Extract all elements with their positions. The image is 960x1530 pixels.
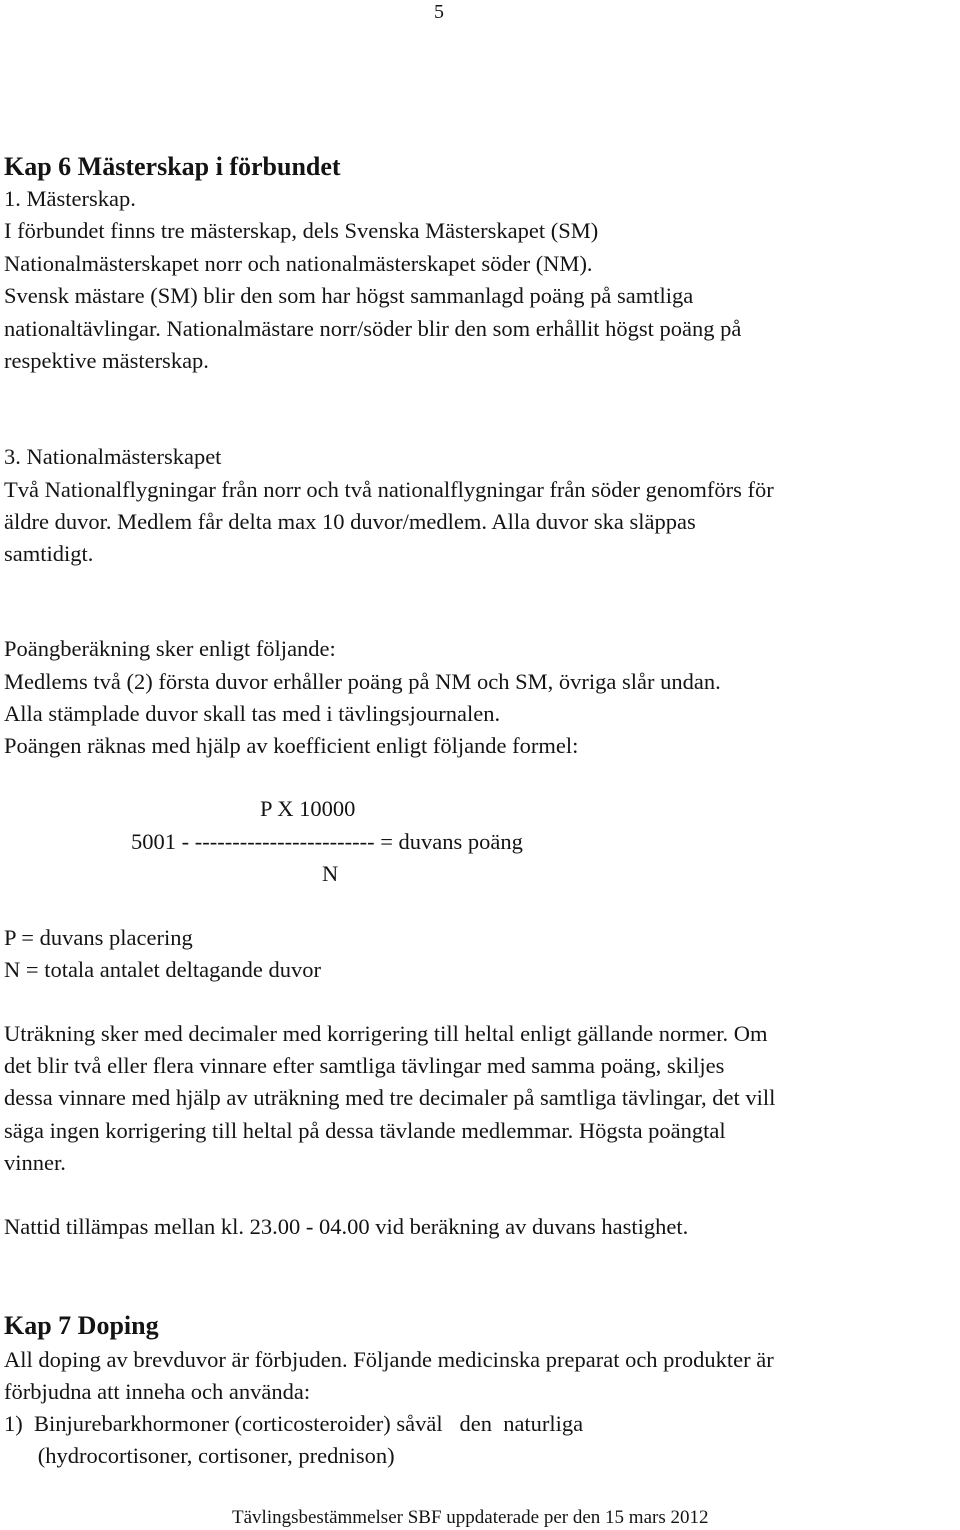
points-line: Medlems två (2) första duvor erhåller poäng på NM och SM, övriga slår undan. xyxy=(4,669,721,694)
points-line: Alla stämplade duvor skall tas med i tävlingsjournalen. xyxy=(4,701,501,726)
chapter-7-heading: Kap 7 Doping xyxy=(4,1311,159,1340)
section-1-line: Nationalmästerskapet norr och nationalmästerskapet söder (NM). xyxy=(4,251,593,276)
formula-denominator: N xyxy=(322,861,339,886)
page-number: 5 xyxy=(434,1,444,23)
section-3-title: 3. Nationalmästerskapet xyxy=(4,444,222,469)
definition-p: P = duvans placering xyxy=(4,925,193,950)
formula-numerator: P X 10000 xyxy=(260,796,356,821)
doping-line: förbjudna att inneha och använda: xyxy=(4,1379,311,1404)
points-line: Poängen räknas med hjälp av koefficient enligt följande formel: xyxy=(4,733,579,758)
section-3-line: Två Nationalflygningar från norr och två nationalflygningar från söder genomförs för xyxy=(4,477,774,502)
section-1-line: I förbundet finns tre mästerskap, dels Svenska Mästerskapet (SM) xyxy=(4,218,599,243)
section-3-line: samtidigt. xyxy=(4,541,94,566)
calc-line: vinner. xyxy=(4,1150,66,1175)
doping-list-item-cont: (hydrocortisoner, cortisoner, prednison) xyxy=(4,1443,395,1468)
doping-line: All doping av brevduvor är förbjuden. Följande medicinska preparat och produkter är xyxy=(4,1347,774,1372)
section-1-title: 1. Mästerskap. xyxy=(4,186,136,211)
chapter-6-heading: Kap 6 Mästerskap i förbundet xyxy=(4,152,341,181)
section-1-line: Svensk mästare (SM) blir den som har högst sammanlagd poäng på samtliga xyxy=(4,283,694,308)
formula-main: 5001 - ------------------------ = duvans poäng xyxy=(131,829,523,854)
calc-line: säga ingen korrigering till heltal på dessa tävlande medlemmar. Högsta poängtal xyxy=(4,1118,726,1143)
section-1-line: respektive mästerskap. xyxy=(4,348,209,373)
calc-line: dessa vinnare med hjälp av uträkning med tre decimaler på samtliga tävlingar, det vill xyxy=(4,1085,776,1110)
doping-list-item: 1) Binjurebarkhormoner (corticosteroider) såväl den naturliga xyxy=(4,1411,584,1436)
points-line: Poängberäkning sker enligt följande: xyxy=(4,636,336,661)
section-3-line: äldre duvor. Medlem får delta max 10 duvor/medlem. Alla duvor ska släppas xyxy=(4,509,696,534)
definition-n: N = totala antalet deltagande duvor xyxy=(4,957,321,982)
night-time-line: Nattid tillämpas mellan kl. 23.00 - 04.00 vid beräkning av duvans hastighet. xyxy=(4,1214,689,1239)
page-footer: Tävlingsbestämmelser SBF uppdaterade per den 15 mars 2012 xyxy=(232,1507,709,1528)
calc-line: Uträkning sker med decimaler med korrigering till heltal enligt gällande normer. Om xyxy=(4,1021,768,1046)
section-1-line: nationaltävlingar. Nationalmästare norr/söder blir den som erhållit högst poäng på xyxy=(4,316,742,341)
calc-line: det blir två eller flera vinnare efter samtliga tävlingar med samma poäng, skiljes xyxy=(4,1053,725,1078)
